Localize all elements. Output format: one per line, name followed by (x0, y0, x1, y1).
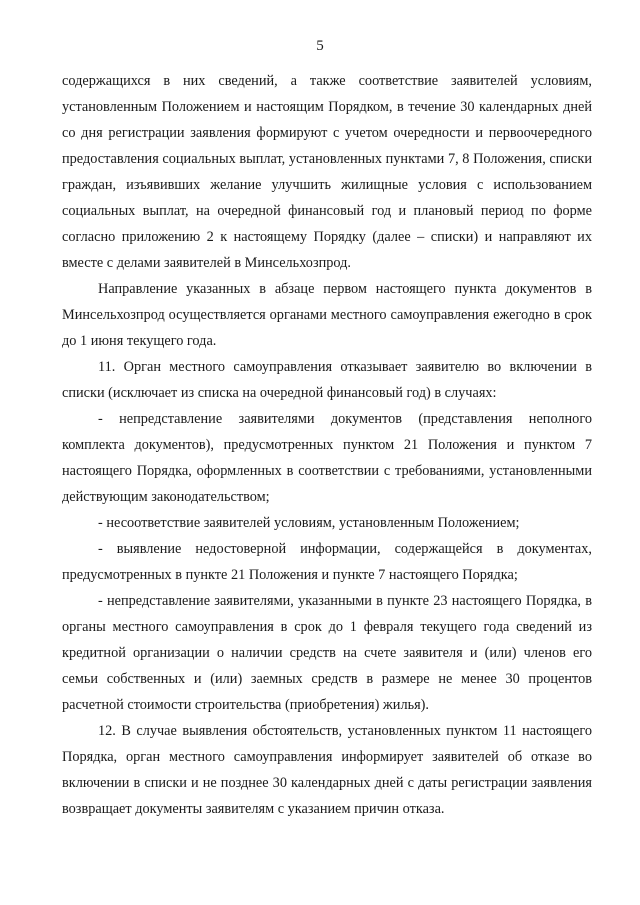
paragraph-continuation: содержащихся в них сведений, а также соответствие заявителей условиям, установленным Положением и настоящим Порядком, в течение 30 календарных дней со дня регистрации заявления формируют с учетом очередности и первоочередного предоставления социальных выплат, установленных пунктами 7, 8 Положения, списки граждан, изъявивших желание улучшить жилищные условия с использованием социальных выплат, на очередной финансовый год и плановый период по форме согласно приложению 2 к настоящему Порядку (далее – списки) и направляют их вместе с делами заявителей в Минсельхозпрод. (62, 73, 592, 271)
paragraph-submission-deadline: Направление указанных в абзаце первом настоящего пункта документов в Минсельхозпрод осуществляется органами местного самоуправления ежегодно в срок до 1 июня текущего года. (62, 281, 592, 349)
list-item-false-info: - выявление недостоверной информации, содержащейся в документах, предусмотренных в пункте 21 Положения и пункте 7 настоящего Порядка; (62, 541, 592, 583)
document-body (62, 68, 592, 822)
page-number: 5 (316, 38, 324, 54)
list-item-documents: - непредставление заявителями документов (представления неполного комплекта документов), предусмотренных пунктом 21 Положения и пунктом 7 настоящего Порядка, оформленных в соответствии с требованиями, установленными действующим законодательством; (62, 411, 592, 505)
list-item-bank-info: - непредставление заявителями, указанными в пункте 23 настоящего Порядка, в органы местного самоуправления в срок до 1 февраля текущего года сведений из кредитной организации о наличии средств на счете заявителя и (или) членов его семьи собственных и (или) заемных средств в размере не менее 30 процентов расчетной стоимости строительства (приобретения) жилья). (62, 593, 592, 713)
paragraph-item-12: 12. В случае выявления обстоятельств, установленных пунктом 11 настоящего Порядка, орган местного самоуправления информирует заявителей об отказе во включении в списки и не позднее 30 календарных дней с даты регистрации заявления возвращает документы заявителям с указанием причин отказа. (62, 723, 592, 817)
paragraph-item-11: 11. Орган местного самоуправления отказывает заявителю во включении в списки (исключает из списка на очередной финансовый год) в случаях: (62, 359, 592, 401)
list-item-conditions: - несоответствие заявителей условиям, установленным Положением; (98, 515, 520, 531)
